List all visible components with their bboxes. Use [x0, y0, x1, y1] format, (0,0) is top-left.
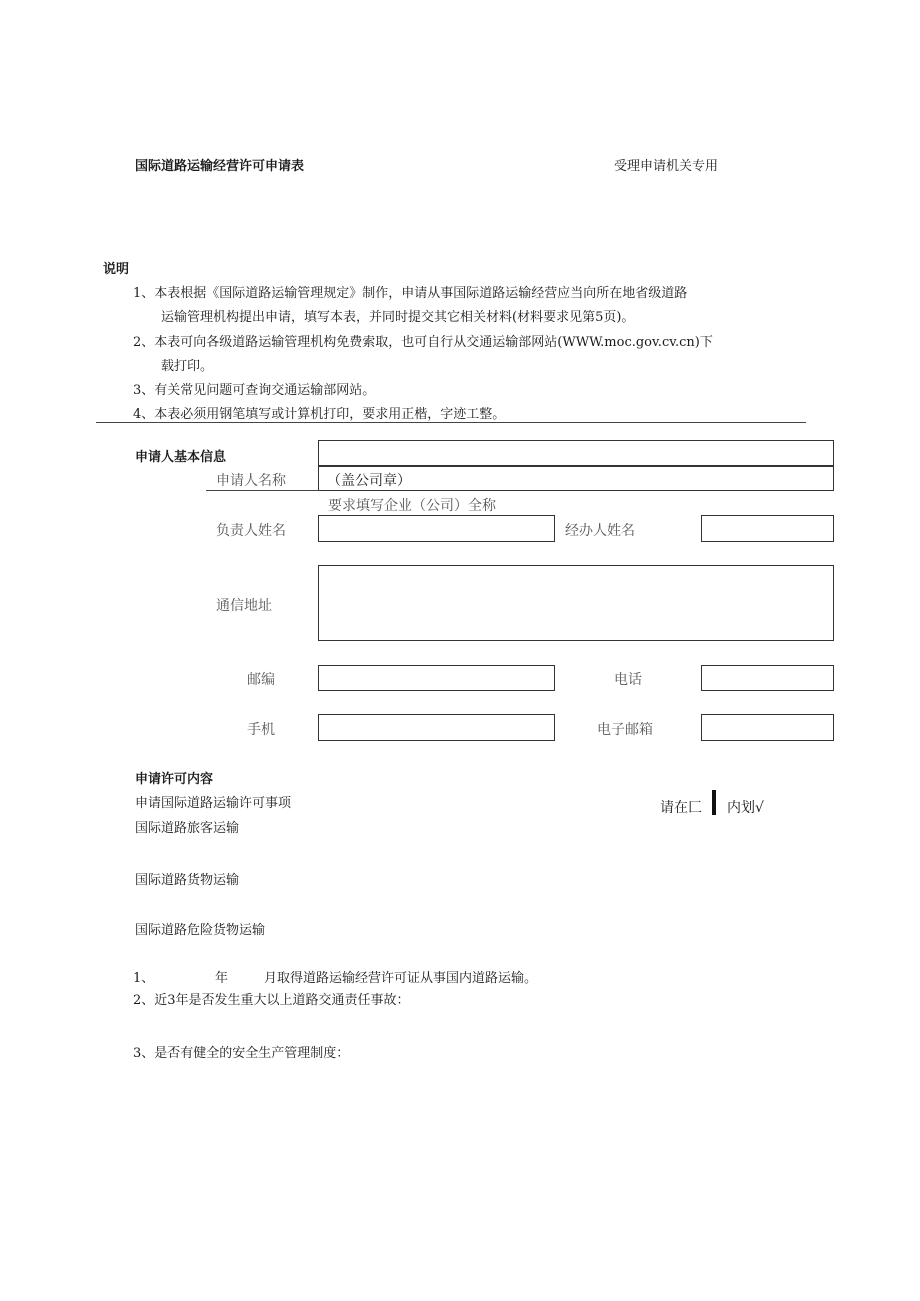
applicant-name-hint: 要求填写企业（公司）全称 [328, 498, 496, 514]
applicant-name-label: 申请人名称 [216, 473, 286, 489]
note-item-2-line-1: 2、本表可向各级道路运输管理机构免费索取，也可自行从交通运输部网站(WWW.moc.gov.cv.cn)下 [133, 335, 713, 350]
office-use-label: 受理申请机关专用 [614, 159, 719, 174]
leader-name-field[interactable] [318, 515, 555, 542]
handler-name-label: 经办人姓名 [565, 523, 635, 539]
email-field[interactable] [701, 714, 834, 741]
option-dangerous-cargo-transport[interactable]: 国际道路危险货物运输 [135, 923, 266, 938]
option-passenger-transport[interactable]: 国际道路旅客运输 [135, 821, 240, 836]
question-3: 3、是否有健全的安全生产管理制度： [133, 1046, 350, 1061]
postcode-field[interactable] [318, 665, 555, 691]
checkbox-marker-icon [712, 790, 716, 815]
postcode-label: 邮编 [247, 672, 275, 688]
notes-heading: 说明 [103, 262, 130, 277]
option-cargo-transport[interactable]: 国际道路货物运输 [135, 873, 240, 888]
note-item-1-line-1: 1、本表根据《国际道路运输管理规定》制作，申请从事国际道路运输经营应当向所在地省级道路 [133, 286, 688, 301]
leader-name-label: 负责人姓名 [216, 523, 286, 539]
question-1-rest: 月取得道路运输经营许可证从事国内道路运输。 [264, 971, 538, 986]
phone-field[interactable] [701, 665, 834, 691]
applicant-heading: 申请人基本信息 [135, 450, 227, 465]
handler-name-field[interactable] [701, 515, 834, 542]
question-1-year: 年 [215, 971, 229, 986]
phone-label: 电话 [614, 672, 642, 688]
permit-heading: 申请许可内容 [135, 772, 214, 787]
applicant-top-field[interactable] [318, 440, 834, 466]
applicant-name-field[interactable] [318, 466, 834, 491]
note-item-4: 4、本表必须用钢笔填写或计算机打印，要求用正楷，字迹工整。 [133, 407, 506, 422]
check-instruction-prefix: 请在匚 [660, 800, 702, 816]
note-item-3: 3、有关常见问题可查询交通运输部网站。 [133, 383, 376, 398]
section-divider [96, 422, 806, 423]
permit-items-heading: 申请国际道路运输许可事项 [135, 796, 292, 811]
email-label: 电子邮箱 [597, 722, 653, 738]
check-instruction-suffix: 内划√ [727, 800, 764, 816]
mobile-label: 手机 [247, 722, 275, 738]
form-title: 国际道路运输经营许可申请表 [135, 159, 305, 174]
address-field[interactable] [318, 565, 834, 641]
mobile-field[interactable] [318, 714, 555, 741]
name-label-underline [206, 490, 319, 491]
question-2: 2、近3年是否发生重大以上道路交通责任事故： [133, 993, 410, 1008]
company-seal-placeholder: （盖公司章） [327, 473, 411, 489]
question-1-prefix: 1、 [133, 971, 155, 986]
note-item-1-line-2: 运输管理机构提出申请，填写本表，并同时提交其它相关材料(材料要求见第5页)。 [161, 310, 635, 325]
note-item-2-line-2: 载打印。 [161, 359, 214, 374]
address-label: 通信地址 [216, 598, 272, 614]
